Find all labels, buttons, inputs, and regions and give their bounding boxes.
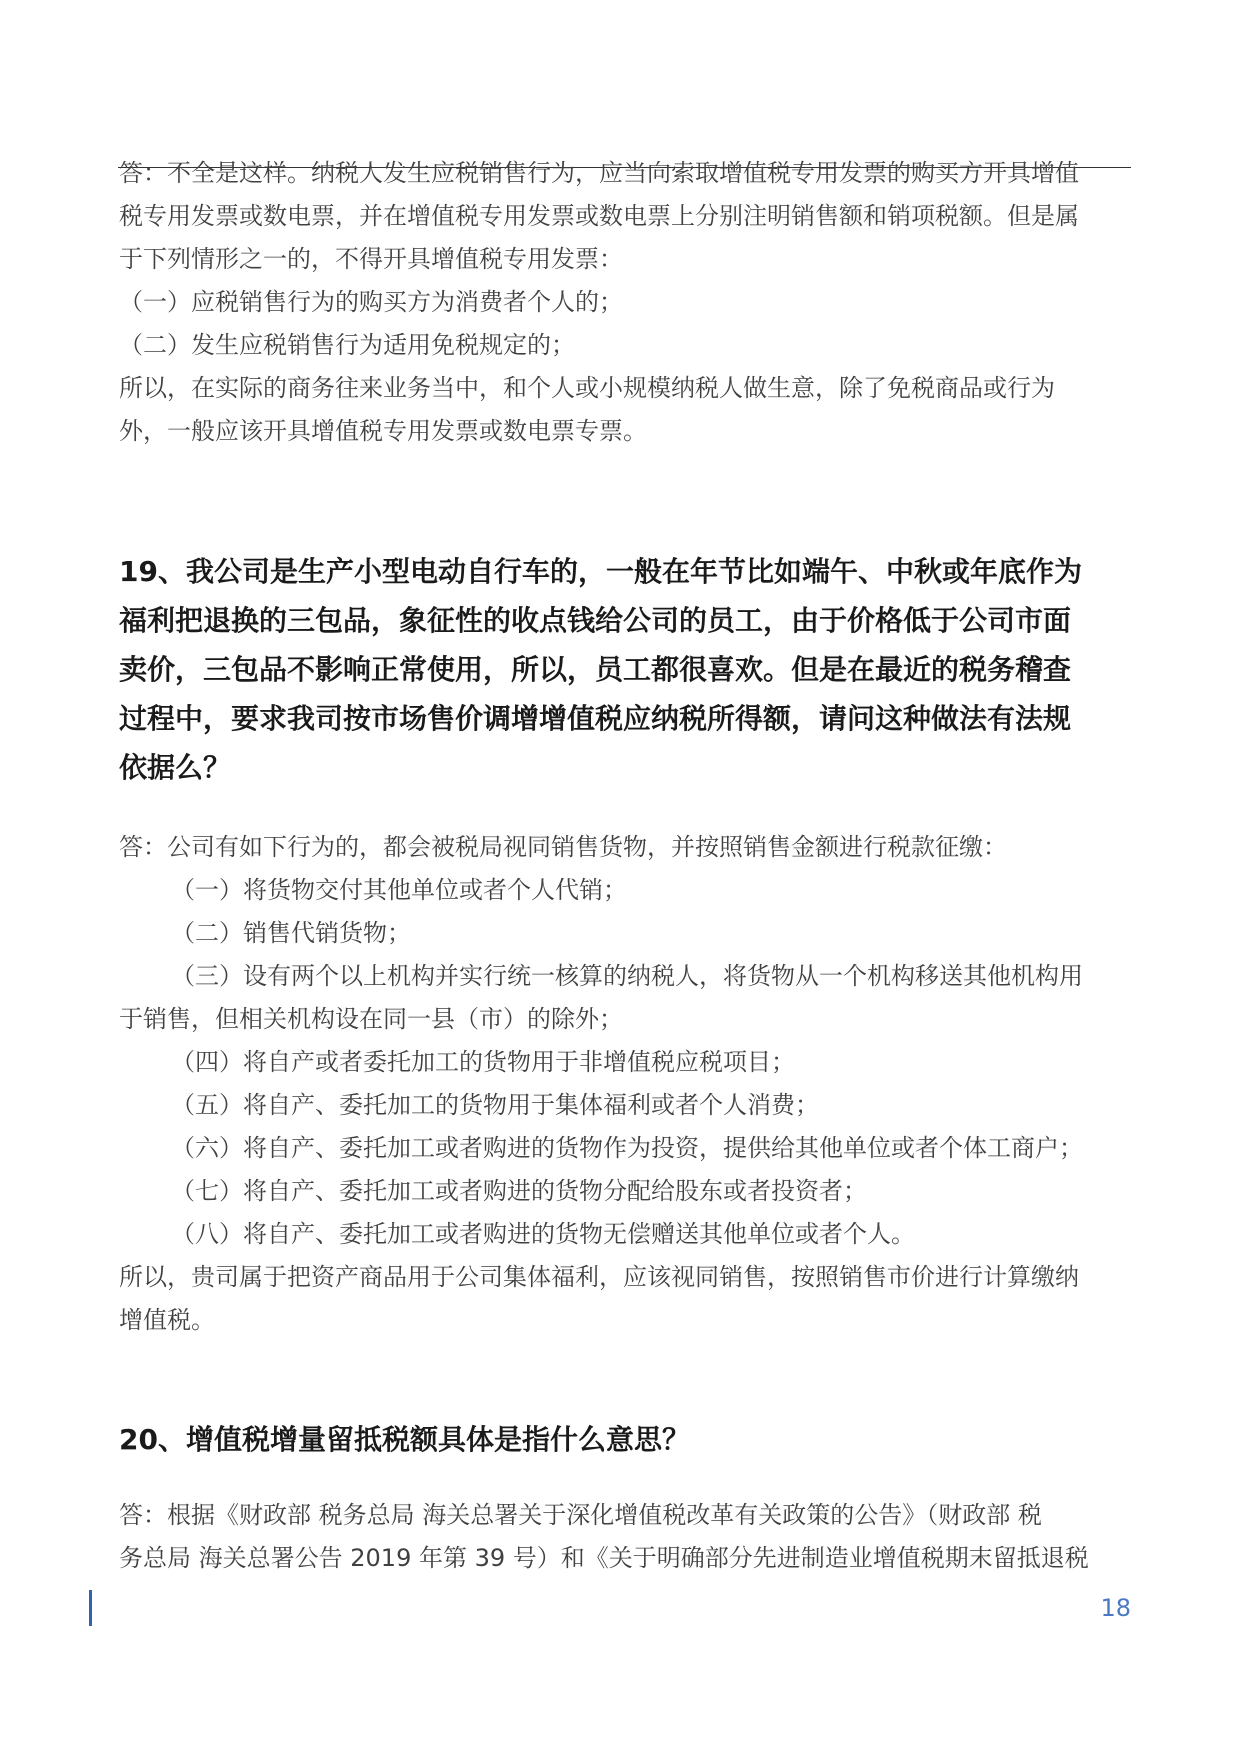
heading-line: 过程中，要求我司按市场售价调增增值税应纳税所得额，请问这种做法有法规 <box>119 702 1072 735</box>
heading-line: 福利把退换的三包品，象征性的收点钱给公司的员工，由于价格低于公司市面 <box>119 604 1072 637</box>
conclusion-line: 增值税。 <box>119 1306 215 1334</box>
heading-line: 依据么？ <box>119 751 232 784</box>
text-line: 答：根据《财政部 税务总局 海关总署关于深化增值税改革有关政策的公告》（财政部 税 <box>119 1501 1042 1529</box>
text-line: （一）应税销售行为的购买方为消费者个人的； <box>119 288 623 316</box>
page-number: 18 <box>1100 1594 1131 1622</box>
text-line: （二）发生应税销售行为适用免税规定的； <box>119 331 575 359</box>
list-item: （二）销售代销货物； <box>171 919 411 947</box>
heading-line: 20、增值税增量留抵税额具体是指什么意思？ <box>119 1423 690 1456</box>
list-item: （八）将自产、委托加工或者购进的货物无偿赠送其他单位或者个人。 <box>171 1220 915 1248</box>
answer-intro: 答：公司有如下行为的，都会被税局视同销售货物，并按照销售金额进行税款征缴： <box>119 833 1007 861</box>
list-item-continuation: 于销售，但相关机构设在同一县（市）的除外； <box>119 1005 623 1033</box>
list-item: （五）将自产、委托加工的货物用于集体福利或者个人消费； <box>171 1091 819 1119</box>
text-line: 于下列情形之一的，不得开具增值税专用发票： <box>119 245 623 273</box>
list-item: （三）设有两个以上机构并实行统一核算的纳税人，将货物从一个机构移送其他机构用 <box>171 962 1083 990</box>
question-20-heading <box>119 1415 1129 1464</box>
list-item: （一）将货物交付其他单位或者个人代销； <box>171 876 627 904</box>
text-line: 所以，在实际的商务往来业务当中，和个人或小规模纳税人做生意，除了免税商品或行为 <box>119 374 1055 402</box>
list-item: （七）将自产、委托加工或者购进的货物分配给股东或者投资者； <box>171 1177 867 1205</box>
text-line: 外，一般应该开具增值税专用发票或数电票专票。 <box>119 417 647 445</box>
list-item: （六）将自产、委托加工或者购进的货物作为投资，提供给其他单位或者个体工商户； <box>171 1134 1083 1162</box>
answer-19-block <box>119 826 1129 1342</box>
heading-line: 卖价，三包品不影响正常使用，所以，员工都很喜欢。但是在最近的税务稽查 <box>119 653 1072 686</box>
text-line: 税专用发票或数电票，并在增值税专用发票或数电票上分别注明销售额和销项税额。但是属 <box>119 202 1079 230</box>
heading-line: 19、我公司是生产小型电动自行车的，一般在年节比如端午、中秋或年底作为 <box>119 555 1082 588</box>
answer-20-block <box>119 1494 1129 1580</box>
text-line: 答：不全是这样。纳税人发生应税销售行为，应当向索取增值税专用发票的购买方开具增值 <box>119 159 1079 187</box>
answer-18-block <box>119 152 1129 453</box>
page-marker-bar <box>89 1590 92 1626</box>
list-item: （四）将自产或者委托加工的货物用于非增值税应税项目； <box>171 1048 795 1076</box>
question-19-heading <box>119 547 1129 792</box>
conclusion-line: 所以，贵司属于把资产商品用于公司集体福利，应该视同销售，按照销售市价进行计算缴纳 <box>119 1263 1079 1291</box>
text-line: 务总局 海关总署公告 2019 年第 39 号）和《关于明确部分先进制造业增值税期末留抵退税 <box>119 1544 1089 1572</box>
